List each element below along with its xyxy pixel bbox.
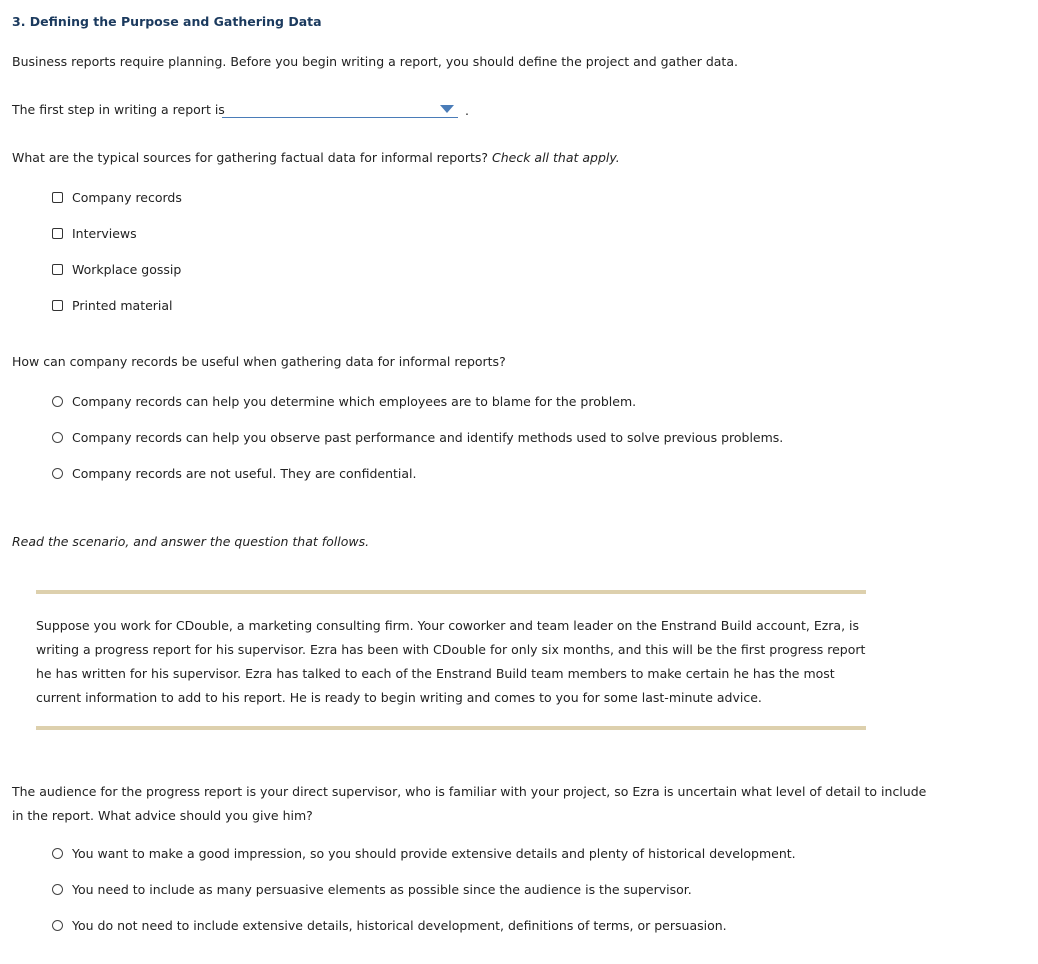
checkbox-interviews[interactable] — [52, 224, 137, 242]
radio-option-past-performance[interactable] — [52, 428, 783, 446]
radio-label: Company records are not useful. They are confidential. — [72, 465, 417, 481]
radio-option-blame[interactable] — [52, 392, 636, 410]
checkbox-company-records[interactable] — [52, 188, 182, 206]
scenario-text: Suppose you work for CDouble, a marketing consulting firm. Your coworker and team leader on the Enstrand Build account, Ezra, is writing a progress report for his supervisor. Ezra has been with CDouble for only six months, and this will be the first progress report he has written for his supervisor. Ezra has talked to each of the Enstrand Build team members to make certain he has the most current information to add to his report. He is ready to begin writing and comes to you for some last-minute advice. — [36, 618, 866, 705]
page-title: 3. Defining the Purpose and Gathering Data — [12, 14, 322, 29]
q2-instruction: Check all that apply. — [492, 150, 620, 165]
radio-label: You need to include as many persuasive elements as possible since the audience is the supervisor. — [72, 881, 692, 897]
radio-icon[interactable] — [52, 848, 63, 859]
radio-icon[interactable] — [52, 396, 63, 407]
checkbox-icon[interactable] — [52, 228, 63, 239]
radio-option-persuasive-elements[interactable] — [52, 880, 692, 898]
q3-prompt: How can company records be useful when gathering data for informal reports? — [12, 354, 506, 369]
scenario-bottom-divider — [36, 726, 866, 730]
checkbox-label: Company records — [72, 189, 182, 205]
q2-prompt — [12, 150, 620, 165]
checkbox-icon[interactable] — [52, 264, 63, 275]
radio-option-no-extensive-details[interactable] — [52, 916, 727, 934]
radio-option-extensive-details[interactable] — [52, 844, 796, 862]
checkbox-label: Interviews — [72, 225, 137, 241]
first-step-dropdown[interactable] — [222, 101, 458, 118]
checkbox-label: Printed material — [72, 297, 173, 313]
q1-period: . — [465, 103, 469, 118]
radio-label: Company records can help you observe past performance and identify methods used to solve previous problems. — [72, 429, 784, 445]
radio-icon[interactable] — [52, 920, 63, 931]
checkbox-workplace-gossip[interactable] — [52, 260, 181, 278]
checkbox-icon[interactable] — [52, 300, 63, 311]
radio-label: You do not need to include extensive details, historical development, definitions of terms, or persuasion. — [72, 917, 727, 933]
checkbox-printed-material[interactable] — [52, 296, 173, 314]
radio-label: You want to make a good impression, so you should provide extensive details and plenty of historical development. — [72, 845, 796, 861]
scenario-top-divider — [36, 590, 866, 594]
radio-icon[interactable] — [52, 432, 63, 443]
q1-prompt: The first step in writing a report is — [12, 102, 225, 117]
radio-option-not-useful[interactable] — [52, 464, 417, 482]
q4-prompt: The audience for the progress report is your direct supervisor, who is familiar with your project, so Ezra is uncertain what level of detail to include in the report. What advice should you give him? — [12, 784, 927, 823]
radio-label: Company records can help you determine which employees are to blame for the problem. — [72, 393, 637, 409]
radio-icon[interactable] — [52, 468, 63, 479]
checkbox-label: Workplace gossip — [72, 261, 182, 277]
q2-prompt-text: What are the typical sources for gathering factual data for informal reports? — [12, 150, 489, 165]
checkbox-icon[interactable] — [52, 192, 63, 203]
intro-text: Business reports require planning. Before you begin writing a report, you should define the project and gather data. — [12, 54, 738, 69]
scenario-instruction: Read the scenario, and answer the question that follows. — [12, 534, 370, 549]
caret-down-icon — [440, 105, 454, 113]
radio-icon[interactable] — [52, 884, 63, 895]
